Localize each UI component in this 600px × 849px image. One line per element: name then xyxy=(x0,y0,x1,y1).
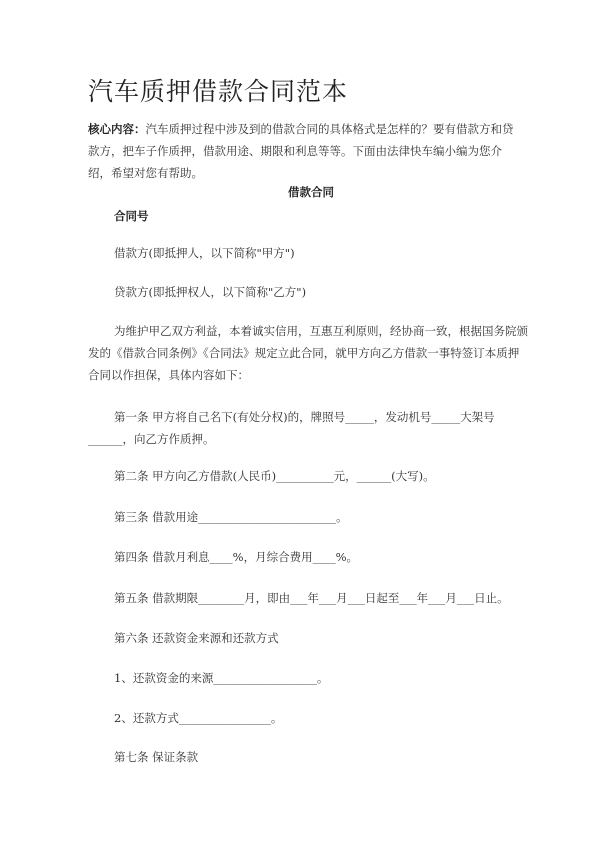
article-4: 第四条 借款月利息____%，月综合费用____%。 xyxy=(114,550,359,564)
preamble-paragraph: 为维护甲乙双方利益，本着诚实信用，互惠互利原则，经协商一致，根据国务院颁发的《借款合同条例》《合同法》规定立此合同，就甲方向乙方借款一事特签订本质押合同以作担保，具体内容如下： xyxy=(88,324,528,382)
article-3: 第三条 借款用途________________________。 xyxy=(114,510,348,524)
intro-label: 核心内容： xyxy=(88,122,146,136)
intro-text: 汽车质押过程中涉及到的借款合同的具体格式是怎样的？要有借款方和贷款方，把车子作质押，借款用途、期限和利息等等。下面由法律快车编小编为您介绍，希望对您有帮助。 xyxy=(88,122,514,180)
article-6-item-1: 1、还款资金的来源__________________。 xyxy=(114,671,329,685)
article-7: 第七条 保证条款 xyxy=(114,750,199,764)
borrower-line: 借款方(即抵押人，以下简称"甲方") xyxy=(114,246,295,260)
article-1: 第一条 甲方将自己名下(有处分权)的，牌照号_____，发动机号_____大架号______，向乙方作质押。 xyxy=(88,410,495,446)
article-2: 第二条 甲方向乙方借款(人民币)__________元，______(大写)。 xyxy=(114,469,435,483)
intro-paragraph xyxy=(88,118,518,184)
lender-line: 贷款方(即抵押权人，以下简称"乙方") xyxy=(114,285,307,299)
contract-heading: 借款合同 xyxy=(288,185,334,199)
article-6-item-2: 2、还款方式________________。 xyxy=(114,711,283,725)
contract-number-label: 合同号 xyxy=(114,209,149,223)
article-6: 第六条 还款资金来源和还款方式 xyxy=(114,631,279,645)
article-5: 第五条 借款期限________月，即由___年___月___日起至___年___月___日止。 xyxy=(114,591,509,605)
page-title: 汽车质押借款合同范本 xyxy=(88,77,349,106)
